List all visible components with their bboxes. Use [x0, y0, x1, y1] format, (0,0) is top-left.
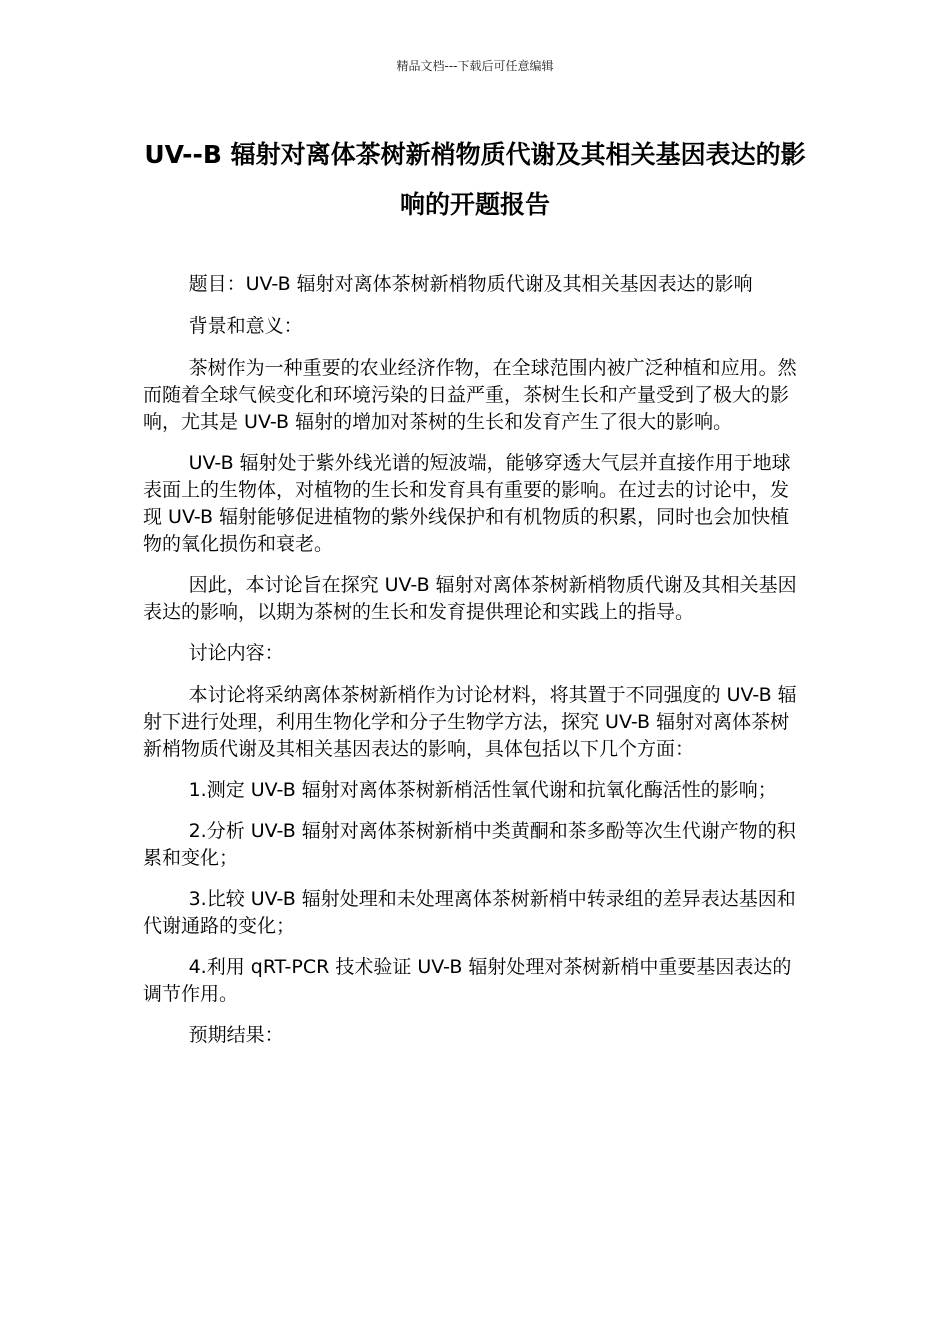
- list-item: 3.比较 UV-B 辐射处理和未处理离体茶树新梢中转录组的差异表达基因和代谢通路的变化；: [143, 888, 796, 937]
- body-paragraph: 因此，本讨论旨在探究 UV-B 辐射对离体茶树新梢物质代谢及其相关基因表达的影响，以期为茶树的生长和发育提供理论和实践上的指导。: [143, 574, 797, 623]
- page-header: 精品文档---下载后可任意编辑: [396, 59, 554, 73]
- body-paragraph: 本讨论将采纳离体茶树新梢作为讨论材料，将其置于不同强度的 UV-B 辐射下进行处理，利用生物化学和分子生物学方法，探究 UV-B 辐射对离体茶树新梢物质代谢及其相关基因表达的影响，具体包括以下几个方面：: [143, 684, 797, 760]
- background-heading: 背景和意义：: [188, 315, 303, 337]
- document-title: UV--B 辐射对离体茶树新梢物质代谢及其相关基因表达的影响的开题报告: [144, 140, 806, 219]
- list-item: 1.测定 UV-B 辐射对离体茶树新梢活性氧代谢和抗氧化酶活性的影响；: [188, 779, 777, 801]
- document-body: [143, 271, 807, 1064]
- content-heading: 讨论内容：: [188, 642, 284, 664]
- expected-results-heading: 预期结果：: [188, 1024, 284, 1046]
- list-item: 2.分析 UV-B 辐射对离体茶树新梢中类黄酮和茶多酚等次生代谢产物的积累和变化；: [143, 820, 796, 869]
- topic-paragraph: 题目：UV-B 辐射对离体茶树新梢物质代谢及其相关基因表达的影响: [188, 273, 753, 295]
- body-paragraph: 茶树作为一种重要的农业经济作物，在全球范围内被广泛种植和应用。然而随着全球气候变化和环境污染的日益严重，茶树生长和产量受到了极大的影响，尤其是 UV-B 辐射的增加对茶树的生长和发育产生了很大的影响。: [143, 357, 797, 433]
- list-item: 4.利用 qRT-PCR 技术验证 UV-B 辐射处理对茶树新梢中重要基因表达的调节作用。: [143, 956, 792, 1005]
- body-paragraph: UV-B 辐射处于紫外线光谱的短波端，能够穿透大气层并直接作用于地球表面上的生物体，对植物的生长和发育具有重要的影响。在过去的讨论中，发现 UV-B 辐射能够促进植物的紫外线保护和有机物质的积累，同时也会加快植物的氧化损伤和衰老。: [143, 452, 791, 555]
